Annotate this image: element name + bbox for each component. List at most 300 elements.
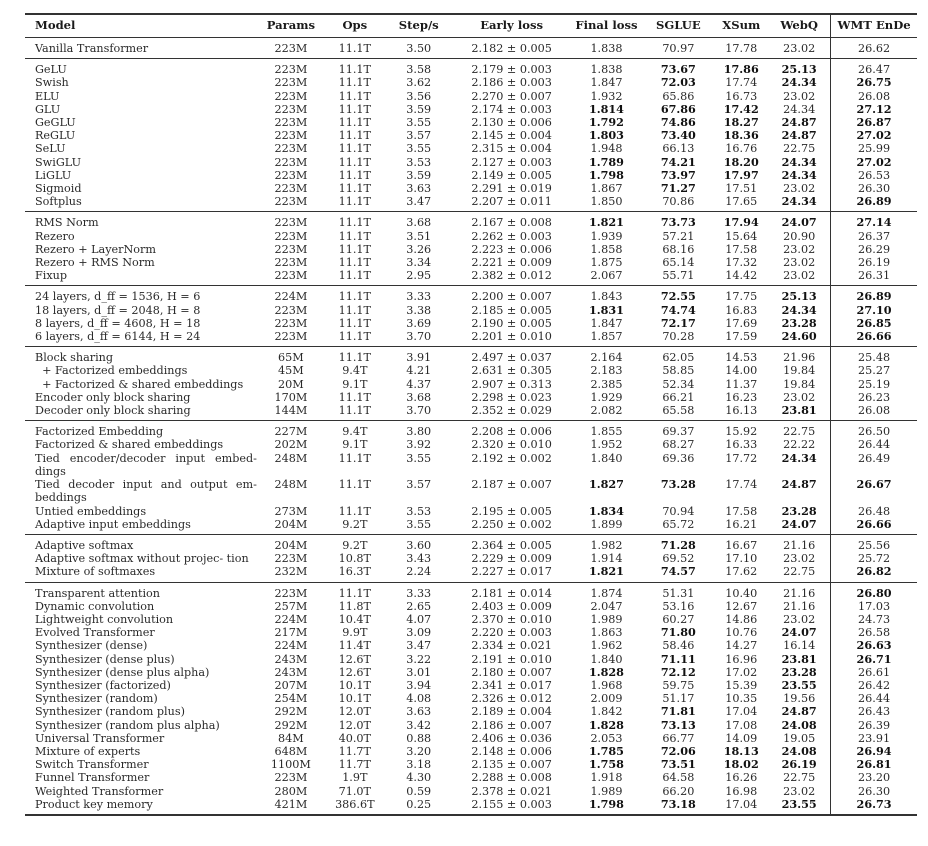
cell-final-loss: 1.828 xyxy=(588,664,624,679)
cell-final-loss: 1.847 xyxy=(590,76,623,90)
cell-params: 248M xyxy=(274,451,308,465)
cell-ops: 11.1T xyxy=(338,451,371,465)
cell-final-loss: 1.857 xyxy=(590,330,623,344)
cell-model: Transparent attention xyxy=(35,586,160,600)
table-row xyxy=(25,330,917,347)
cell-xsum: 18.20 xyxy=(723,154,759,169)
cell-wmt-ende: 25.99 xyxy=(858,142,891,156)
cell-final-loss: 1.828 xyxy=(588,717,624,732)
cell-step: 3.57 xyxy=(406,478,432,492)
cell-step: 3.60 xyxy=(406,538,432,552)
cell-model: Synthesizer (dense) xyxy=(35,639,148,653)
cell-sglue: 74.86 xyxy=(660,115,696,130)
cell-params: 223M xyxy=(274,216,308,230)
cell-ops: 9.9T xyxy=(342,626,368,640)
cell-sglue: 73.40 xyxy=(660,128,696,143)
cell-sglue: 70.86 xyxy=(662,195,695,209)
cell-params: 257M xyxy=(274,599,308,613)
col-header-step: Step/s xyxy=(398,18,439,33)
cell-sglue: 66.13 xyxy=(662,142,695,156)
cell-ops: 9.2T xyxy=(342,517,368,531)
cell-sglue: 65.14 xyxy=(662,256,695,270)
cell-ops: 9.1T xyxy=(342,377,368,391)
cell-wmt-ende: 27.10 xyxy=(856,302,892,317)
table-row xyxy=(25,243,917,256)
cell-ops: 11.1T xyxy=(338,390,371,404)
table-row xyxy=(25,582,917,600)
cell-sglue: 64.58 xyxy=(662,771,695,785)
cell-ops: 11.1T xyxy=(338,316,371,330)
cell-wmt-ende: 25.72 xyxy=(858,552,891,566)
cell-early-loss: 2.298 ± 0.023 xyxy=(471,390,552,404)
cell-xsum: 16.26 xyxy=(725,771,758,785)
cell-xsum: 14.42 xyxy=(725,269,758,283)
cell-final-loss: 2.047 xyxy=(590,599,623,613)
cell-model: Decoder only block sharing xyxy=(35,404,191,418)
cell-ops: 12.0T xyxy=(338,705,371,719)
cell-ops: 11.1T xyxy=(338,42,371,55)
cell-xsum: 10.40 xyxy=(725,586,758,600)
cell-final-loss: 1.827 xyxy=(588,477,624,492)
cell-model: Synthesizer (dense plus alpha) xyxy=(35,665,210,679)
table-row xyxy=(25,212,917,230)
table-row xyxy=(25,347,917,365)
cell-webq: 24.07 xyxy=(768,212,830,230)
cell-params: 223M xyxy=(274,195,308,209)
cell-sglue: 65.58 xyxy=(662,404,695,418)
cell-params: 223M xyxy=(274,129,308,143)
cell-wmt-ende: 26.30 xyxy=(858,182,891,196)
cell-sglue: 70.97 xyxy=(662,42,695,55)
cell-params: 223M xyxy=(274,116,308,130)
cell-sglue: 73.51 xyxy=(660,757,696,772)
cell-sglue: 70.28 xyxy=(662,330,695,344)
table-row xyxy=(25,719,917,732)
cell-xsum: 17.62 xyxy=(725,565,758,579)
cell-step: 3.55 xyxy=(406,116,432,130)
cell-webq: 24.08 xyxy=(768,719,830,732)
cell-final-loss: 2.009 xyxy=(590,692,623,706)
cell-wmt-ende: 26.08 xyxy=(858,404,891,418)
cell-step: 3.94 xyxy=(406,678,432,692)
cell-final-loss: 1.821 xyxy=(588,215,624,230)
cell-wmt-ende: 25.48 xyxy=(858,351,891,365)
cell-ops: 11.1T xyxy=(338,216,371,230)
cell-model: Dynamic convolution xyxy=(35,599,155,613)
cell-sglue: 73.97 xyxy=(660,167,696,182)
cell-xsum: 17.51 xyxy=(725,182,758,196)
cell-model: Tied encoder/decoder input embed- dings xyxy=(35,451,257,478)
cell-webq: 24.87 xyxy=(768,116,830,129)
cell-webq: 23.28 xyxy=(768,666,830,679)
cell-xsum: 17.58 xyxy=(725,504,758,518)
cell-sglue: 67.86 xyxy=(660,101,696,116)
cell-params: 207M xyxy=(274,678,308,692)
cell-params: 248M xyxy=(274,478,308,492)
cell-xsum: 16.96 xyxy=(725,652,758,666)
results-table xyxy=(25,13,917,816)
cell-wmt-ende: 26.87 xyxy=(856,115,892,130)
cell-step: 3.09 xyxy=(406,626,432,640)
cell-early-loss: 2.180 ± 0.007 xyxy=(471,665,552,679)
table-row xyxy=(25,771,917,784)
cell-early-loss: 2.220 ± 0.003 xyxy=(471,626,552,640)
cell-step: 4.30 xyxy=(406,771,432,785)
cell-params: 223M xyxy=(274,316,308,330)
cell-webq: 24.60 xyxy=(768,330,830,347)
cell-xsum: 16.76 xyxy=(725,142,758,156)
cell-ops: 11.8T xyxy=(338,599,371,613)
cell-ops: 9.4T xyxy=(342,425,368,439)
cell-xsum: 17.69 xyxy=(725,316,758,330)
cell-wmt-ende: 26.53 xyxy=(858,168,891,182)
cell-wmt-ende: 26.29 xyxy=(858,242,891,256)
cell-model: Mixture of softmaxes xyxy=(35,565,156,579)
cell-sglue: 74.21 xyxy=(660,154,696,169)
cell-final-loss: 1.948 xyxy=(590,142,623,156)
cell-xsum: 17.58 xyxy=(725,242,758,256)
cell-webq: 22.22 xyxy=(768,438,830,451)
table-row xyxy=(25,286,917,304)
table-row xyxy=(25,76,917,89)
cell-sglue: 74.57 xyxy=(660,564,696,579)
cell-step: 3.92 xyxy=(406,438,432,452)
cell-xsum: 18.02 xyxy=(723,757,759,772)
cell-final-loss: 1.847 xyxy=(590,316,623,330)
cell-webq: 23.28 xyxy=(768,505,830,518)
cell-xsum: 17.74 xyxy=(725,478,758,492)
cell-model: ReGLU xyxy=(35,129,76,143)
cell-model: Adaptive softmax xyxy=(35,538,134,552)
cell-sglue: 71.11 xyxy=(660,651,696,666)
cell-wmt-ende: 27.02 xyxy=(856,154,892,169)
cell-params: 223M xyxy=(274,303,308,317)
cell-model: GeGLU xyxy=(35,116,76,130)
cell-wmt-ende: 26.71 xyxy=(856,651,892,666)
cell-model: 8 layers, d_ff = 4608, H = 18 xyxy=(35,316,201,330)
table-row xyxy=(25,142,917,155)
cell-step: 3.59 xyxy=(406,102,432,116)
cell-ops: 11.1T xyxy=(338,330,371,344)
cell-model: LiGLU xyxy=(35,168,72,182)
cell-model: RMS Norm xyxy=(35,216,99,230)
cell-ops: 11.1T xyxy=(338,182,371,196)
cell-ops: 1.9T xyxy=(342,771,368,785)
cell-wmt-ende: 24.73 xyxy=(858,612,891,626)
cell-webq: 24.34 xyxy=(768,304,830,317)
cell-model: Funnel Transformer xyxy=(35,771,150,785)
cell-model: GeLU xyxy=(35,63,67,77)
table-row xyxy=(25,90,917,103)
cell-webq: 24.34 xyxy=(768,452,830,478)
cell-early-loss: 2.201 ± 0.010 xyxy=(471,330,552,344)
cell-model: Rezero + RMS Norm xyxy=(35,256,155,270)
cell-xsum: 17.74 xyxy=(725,76,758,90)
cell-early-loss: 2.148 ± 0.006 xyxy=(471,744,552,758)
cell-early-loss: 2.631 ± 0.305 xyxy=(471,364,552,378)
cell-sglue: 52.34 xyxy=(662,377,695,391)
cell-model: Universal Transformer xyxy=(35,731,165,745)
cell-early-loss: 2.182 ± 0.005 xyxy=(471,42,552,55)
table-row xyxy=(25,552,917,565)
cell-final-loss: 2.053 xyxy=(590,731,623,745)
cell-sglue: 74.74 xyxy=(660,302,696,317)
cell-early-loss: 2.364 ± 0.005 xyxy=(471,538,552,552)
cell-ops: 11.1T xyxy=(338,269,371,283)
cell-wmt-ende: 26.62 xyxy=(858,42,891,55)
cell-webq: 21.16 xyxy=(768,600,830,613)
cell-ops: 11.1T xyxy=(338,478,371,492)
cell-ops: 11.1T xyxy=(338,290,371,304)
cell-params: 224M xyxy=(274,639,308,653)
cell-sglue: 53.16 xyxy=(662,599,695,613)
cell-sglue: 68.16 xyxy=(662,242,695,256)
cell-ops: 386.6T xyxy=(335,797,375,811)
cell-step: 3.57 xyxy=(406,129,432,143)
cell-wmt-ende: 23.91 xyxy=(858,731,891,745)
cell-xsum: 18.13 xyxy=(723,743,759,758)
cell-step: 3.55 xyxy=(406,517,432,531)
cell-sglue: 66.21 xyxy=(662,390,695,404)
cell-params: 224M xyxy=(274,612,308,626)
cell-params: 1100M xyxy=(270,758,311,772)
cell-early-loss: 2.185 ± 0.005 xyxy=(471,303,552,317)
cell-xsum: 17.94 xyxy=(723,215,759,230)
cell-model: Softplus xyxy=(35,195,82,209)
cell-webq: 19.56 xyxy=(768,692,830,705)
cell-sglue: 69.52 xyxy=(662,552,695,566)
cell-params: 280M xyxy=(274,784,308,798)
cell-early-loss: 2.186 ± 0.007 xyxy=(471,718,552,732)
cell-wmt-ende: 26.89 xyxy=(856,289,892,304)
cell-sglue: 72.12 xyxy=(660,664,696,679)
cell-ops: 11.4T xyxy=(338,639,371,653)
table-row xyxy=(25,679,917,692)
cell-wmt-ende: 26.63 xyxy=(856,638,892,653)
cell-final-loss: 1.834 xyxy=(588,503,624,518)
cell-wmt-ende: 26.82 xyxy=(856,564,892,579)
cell-step: 4.21 xyxy=(406,364,432,378)
cell-step: 3.55 xyxy=(406,142,432,156)
cell-step: 3.20 xyxy=(406,744,432,758)
cell-xsum: 17.97 xyxy=(723,167,759,182)
cell-model: Tied decoder input and output em- beddings xyxy=(35,478,257,505)
table-row xyxy=(25,59,917,77)
cell-xsum: 16.21 xyxy=(725,517,758,531)
cell-sglue: 71.81 xyxy=(660,704,696,719)
cell-webq: 23.02 xyxy=(768,182,830,195)
cell-params: 223M xyxy=(274,168,308,182)
cell-model: SwiGLU xyxy=(35,155,82,169)
cell-early-loss: 2.187 ± 0.007 xyxy=(471,478,552,492)
table-row xyxy=(25,378,917,391)
cell-params: 243M xyxy=(274,652,308,666)
cell-webq: 23.02 xyxy=(768,552,830,565)
cell-step: 2.65 xyxy=(406,599,432,613)
cell-model: Adaptive input embeddings xyxy=(35,517,191,531)
cell-step: 3.58 xyxy=(406,63,432,77)
cell-params: 223M xyxy=(274,330,308,344)
cell-xsum: 15.64 xyxy=(725,229,758,243)
cell-wmt-ende: 26.89 xyxy=(856,194,892,209)
cell-webq: 23.55 xyxy=(768,679,830,692)
cell-params: 243M xyxy=(274,665,308,679)
cell-sglue: 72.06 xyxy=(660,743,696,758)
cell-webq: 22.75 xyxy=(768,565,830,582)
cell-step: 3.22 xyxy=(406,652,432,666)
cell-xsum: 14.27 xyxy=(725,639,758,653)
cell-model: Block sharing xyxy=(35,351,114,365)
cell-params: 202M xyxy=(274,438,308,452)
cell-step: 3.70 xyxy=(406,404,432,418)
cell-sglue: 72.55 xyxy=(660,289,696,304)
cell-early-loss: 2.341 ± 0.017 xyxy=(471,678,552,692)
cell-step: 3.42 xyxy=(406,718,432,732)
cell-wmt-ende: 27.14 xyxy=(856,215,892,230)
cell-ops: 11.1T xyxy=(338,404,371,418)
cell-sglue: 72.17 xyxy=(660,315,696,330)
cell-sglue: 51.31 xyxy=(662,586,695,600)
cell-final-loss: 2.164 xyxy=(590,351,623,365)
cell-wmt-ende: 26.67 xyxy=(856,477,892,492)
table-row xyxy=(25,758,917,771)
cell-final-loss: 1.858 xyxy=(590,242,623,256)
cell-webq: 24.07 xyxy=(768,518,830,535)
cell-xsum: 17.02 xyxy=(725,665,758,679)
cell-ops: 16.3T xyxy=(338,565,371,579)
cell-wmt-ende: 27.02 xyxy=(856,128,892,143)
table-row xyxy=(25,705,917,718)
cell-ops: 10.1T xyxy=(338,692,371,706)
cell-wmt-ende: 26.48 xyxy=(858,504,891,518)
cell-final-loss: 1.831 xyxy=(588,302,624,317)
cell-webq: 23.02 xyxy=(768,269,830,286)
cell-sglue: 73.28 xyxy=(660,477,696,492)
cell-params: 223M xyxy=(274,142,308,156)
cell-step: 3.43 xyxy=(406,552,432,566)
cell-wmt-ende: 23.20 xyxy=(858,771,891,785)
cell-model: Untied embeddings xyxy=(35,504,147,518)
cell-params: 223M xyxy=(274,102,308,116)
cell-final-loss: 1.838 xyxy=(590,63,623,77)
col-header-params: Params xyxy=(266,18,316,33)
cell-webq: 25.13 xyxy=(768,286,830,304)
cell-xsum: 17.08 xyxy=(725,718,758,732)
cell-ops: 11.1T xyxy=(338,195,371,209)
cell-final-loss: 1.785 xyxy=(588,743,624,758)
cell-ops: 10.8T xyxy=(338,552,371,566)
cell-sglue: 73.67 xyxy=(660,62,696,77)
cell-final-loss: 1.989 xyxy=(590,784,623,798)
cell-params: 273M xyxy=(274,504,308,518)
cell-early-loss: 2.155 ± 0.003 xyxy=(471,797,552,811)
table-row xyxy=(25,129,917,142)
cell-final-loss: 1.982 xyxy=(590,538,623,552)
table-row xyxy=(25,798,917,815)
cell-ops: 11.1T xyxy=(338,89,371,103)
cell-early-loss: 2.270 ± 0.007 xyxy=(471,89,552,103)
cell-early-loss: 2.382 ± 0.012 xyxy=(471,269,552,283)
cell-model: Synthesizer (random plus alpha) xyxy=(35,718,220,732)
cell-early-loss: 2.320 ± 0.010 xyxy=(471,438,552,452)
cell-params: 223M xyxy=(274,771,308,785)
cell-model: Adaptive softmax without projec- tion xyxy=(35,552,249,566)
cell-xsum: 14.00 xyxy=(725,364,758,378)
cell-step: 3.69 xyxy=(406,316,432,330)
cell-early-loss: 2.229 ± 0.009 xyxy=(471,552,552,566)
cell-early-loss: 2.378 ± 0.021 xyxy=(471,784,552,798)
cell-sglue: 65.86 xyxy=(662,89,695,103)
cell-wmt-ende: 26.81 xyxy=(856,757,892,772)
cell-params: 45M xyxy=(278,364,304,378)
cell-xsum: 16.33 xyxy=(725,438,758,452)
table-row xyxy=(25,304,917,317)
cell-wmt-ende: 26.66 xyxy=(856,329,892,344)
cell-webq: 24.34 xyxy=(768,156,830,169)
cell-step: 3.70 xyxy=(406,330,432,344)
cell-ops: 11.1T xyxy=(338,155,371,169)
cell-model: GLU xyxy=(35,102,61,116)
cell-step: 3.68 xyxy=(406,216,432,230)
cell-params: 223M xyxy=(274,76,308,90)
cell-model: Synthesizer (random plus) xyxy=(35,705,185,719)
cell-final-loss: 1.874 xyxy=(590,586,623,600)
cell-ops: 11.1T xyxy=(338,256,371,270)
table-row xyxy=(25,438,917,451)
col-header-model: Model xyxy=(35,18,76,33)
cell-final-loss: 1.842 xyxy=(590,705,623,719)
cell-model: SeLU xyxy=(35,142,66,156)
cell-xsum: 10.35 xyxy=(725,692,758,706)
cell-sglue: 73.18 xyxy=(660,796,696,811)
cell-webq: 22.75 xyxy=(768,421,830,439)
cell-params: 217M xyxy=(274,626,308,640)
cell-webq: 26.19 xyxy=(768,758,830,771)
cell-early-loss: 2.191 ± 0.010 xyxy=(471,652,552,666)
cell-ops: 10.1T xyxy=(338,678,371,692)
cell-final-loss: 1.962 xyxy=(590,639,623,653)
cell-final-loss: 1.850 xyxy=(590,195,623,209)
cell-step: 0.88 xyxy=(406,731,432,745)
cell-step: 3.47 xyxy=(406,639,432,653)
cell-early-loss: 2.352 ± 0.029 xyxy=(471,404,552,418)
cell-sglue: 57.21 xyxy=(662,229,695,243)
cell-wmt-ende: 25.19 xyxy=(858,377,891,391)
cell-early-loss: 2.221 ± 0.009 xyxy=(471,256,552,270)
cell-final-loss: 1.838 xyxy=(590,42,623,55)
cell-final-loss: 1.863 xyxy=(590,626,623,640)
cell-model: Synthesizer (factorized) xyxy=(35,678,171,692)
table-section xyxy=(25,582,917,815)
cell-model: Rezero xyxy=(35,229,75,243)
cell-sglue: 70.94 xyxy=(662,504,695,518)
cell-params: 223M xyxy=(274,63,308,77)
cell-wmt-ende: 26.23 xyxy=(858,390,891,404)
cell-xsum: 17.10 xyxy=(725,552,758,566)
cell-wmt-ende: 26.50 xyxy=(858,425,891,439)
cell-params: 223M xyxy=(274,155,308,169)
cell-xsum: 14.86 xyxy=(725,612,758,626)
cell-wmt-ende: 26.31 xyxy=(858,269,891,283)
cell-webq: 16.14 xyxy=(768,639,830,652)
cell-early-loss: 2.315 ± 0.004 xyxy=(471,142,552,156)
cell-xsum: 16.13 xyxy=(725,404,758,418)
cell-webq: 21.16 xyxy=(768,534,830,552)
cell-final-loss: 1.875 xyxy=(590,256,623,270)
cell-webq: 24.34 xyxy=(768,195,830,212)
col-header-ops: Ops xyxy=(342,18,368,33)
cell-early-loss: 2.135 ± 0.007 xyxy=(471,758,552,772)
